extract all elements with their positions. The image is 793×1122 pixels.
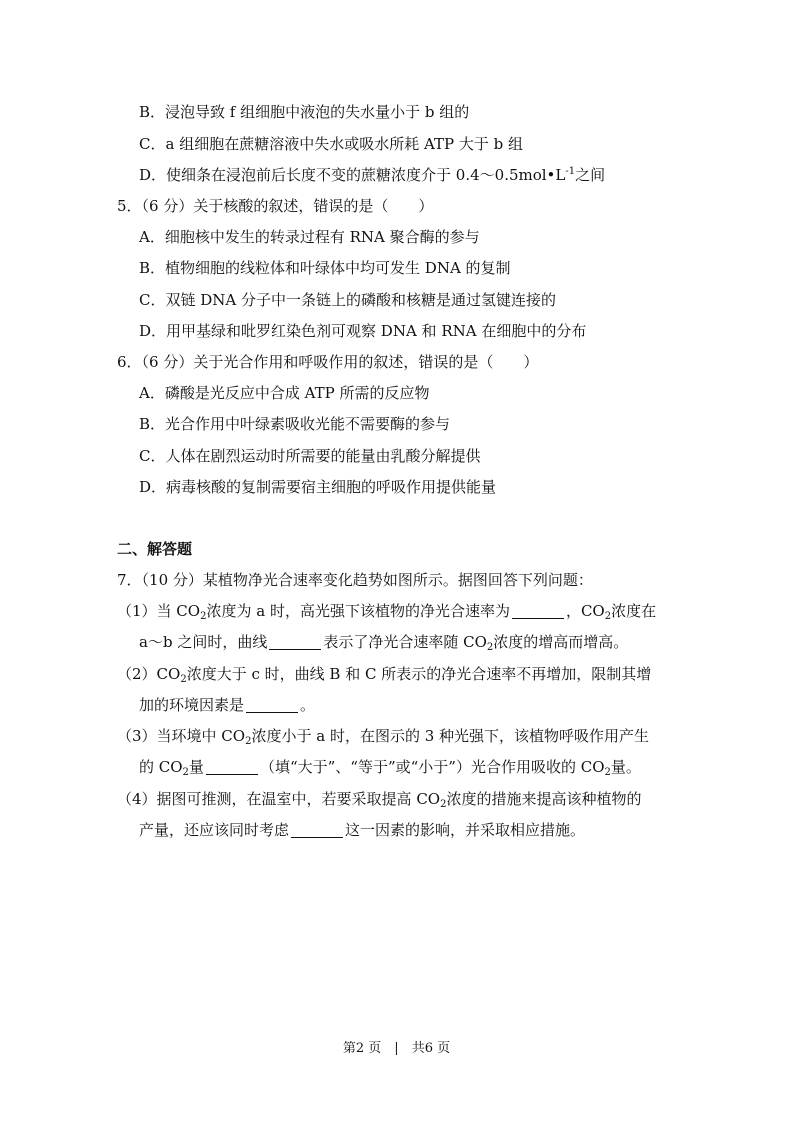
q7-part2-line1: $(2)CO_2$浓度大于 c 时，曲线 B 和 C 所表示的净光合速率不再增加，限制其增 (117, 665, 652, 685)
q7-part4-line2: 产量，还应该同时考虑 这一因素的影响，并采取相应措施。 (139, 821, 586, 839)
q6-option-c: C．人体在剧烈运动时所需要的能量由乳酸分解提供 (139, 447, 481, 465)
answer-blank (512, 603, 564, 619)
q5-option-c: C．双链 DNA 分子中一条链上的磷酸和核糖是通过氢键连接的 (139, 291, 556, 309)
q4-option-d: D．使细条在浸泡前后长度不变的蔗糖浓度介于 $0.4\sim 0.5mol•L^{-1}$之间 (139, 166, 606, 184)
q7-part3-line1: （3）当环境中 $CO_2$浓度小于 a 时，在图示的 3 种光强下，该植物呼吸作用产生 (117, 727, 650, 747)
q7-part3-line2: 的 $CO_2$量 （填“大于”、“等于”或“小于”）光合作用吸收的 $CO_2$量。 (139, 758, 641, 778)
page-footer: 第2 页 | 共6 页 (342, 1041, 451, 1056)
q7-part2-line2: 加的环境因素是 。 (139, 696, 316, 714)
q6-option-d: D．病毒核酸的复制需要宿主细胞的呼吸作用提供能量 (139, 478, 497, 496)
q4-option-b: B．浸泡导致 f 组细胞中液泡的失水量小于 b 组的 (139, 103, 470, 121)
q7-part4-line1: （4）据图可推测，在温室中，若要采取提高 $CO_2$浓度的措施来提高该种植物的 (117, 790, 642, 810)
q6-option-a: A．磷酸是光反应中合成 ATP 所需的反应物 (139, 384, 430, 402)
answer-blank (291, 822, 343, 838)
answer-blank (206, 759, 258, 775)
q6-option-b: B．光合作用中叶绿素吸收光能不需要酶的参与 (139, 415, 451, 433)
q7-part1-line1: （1）当 $CO_2$浓度为 a 时，高光强下该植物的净光合速率为 ，$CO_2$浓度在 (117, 602, 657, 622)
q7-part1-line2: a～b 之间时，曲线 表示了净光合速率随 $CO_2$浓度的增高而增高。 (139, 633, 629, 653)
q6-stem: 6．（6 分）关于光合作用和呼吸作用的叙述，错误的是（ ） (117, 353, 539, 371)
section-title: 二、解答题 (117, 540, 193, 558)
q5-option-a: A．细胞核中发生的转录过程有 RNA 聚合酶的参与 (139, 228, 480, 246)
q5-stem: 5．（6 分）关于核酸的叙述，错误的是（ ） (117, 197, 434, 215)
q7-stem: 7．（10 分）某植物净光合速率变化趋势如图所示。据图回答下列问题： (117, 571, 593, 589)
q5-option-b: B．植物细胞的线粒体和叶绿体中均可发生 DNA 的复制 (139, 259, 511, 277)
q4-option-c: C．a 组细胞在蔗糖溶液中失水或吸水所耗 ATP 大于 b 组 (139, 135, 523, 153)
q5-option-d: D．用甲基绿和吡罗红染色剂可观察 DNA 和 RNA 在细胞中的分布 (139, 322, 587, 340)
answer-blank (246, 697, 298, 713)
answer-blank (269, 634, 321, 650)
